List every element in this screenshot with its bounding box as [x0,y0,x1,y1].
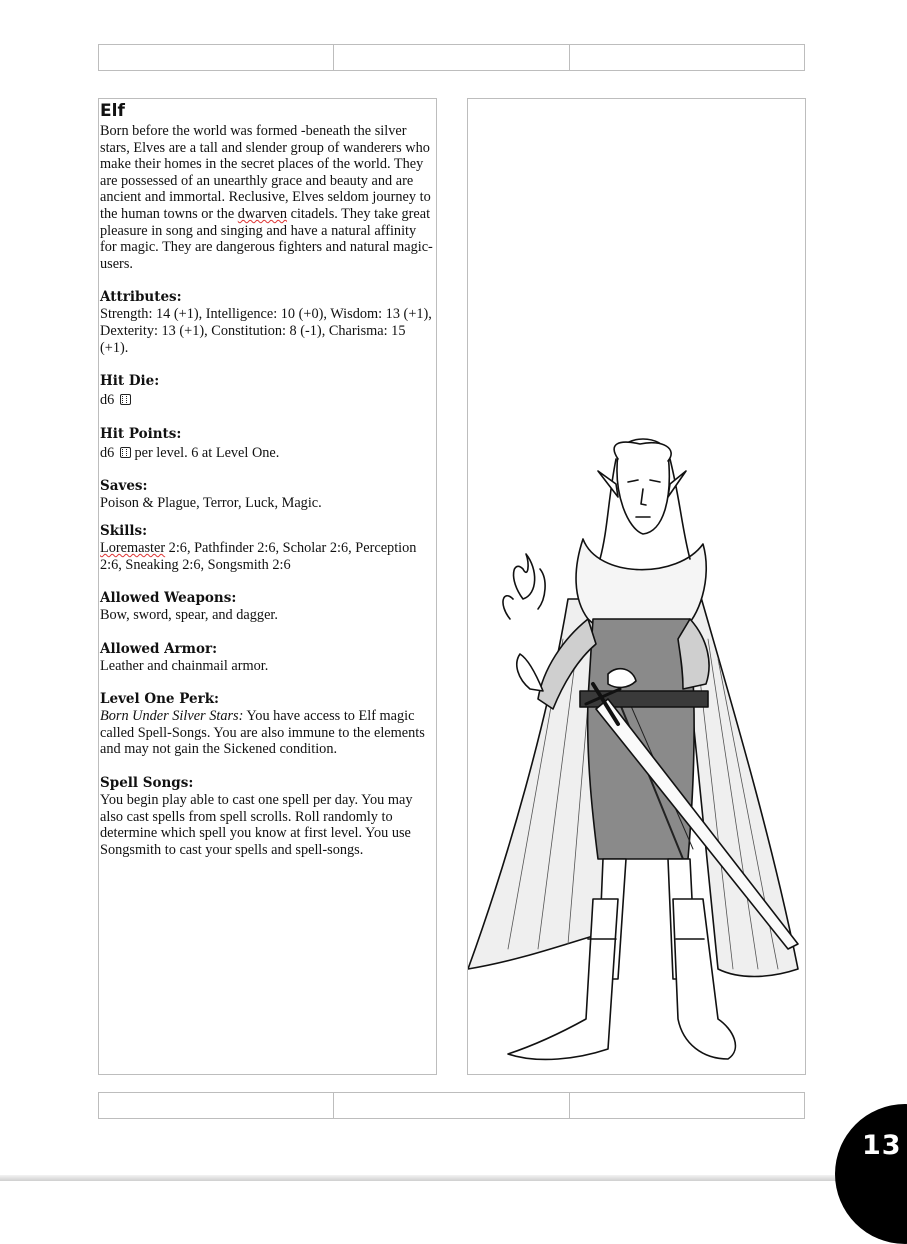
attributes-text: Strength: 14 (+1), Intelligence: 10 (+0), Wisdom: 13 (+1), Dexterity: 13 (+1), Constitution: 8 (-1), Charisma: 15 (+1). [100,306,432,356]
spellcheck-word: dwarven [237,205,288,222]
class-description: Born before the world was formed -beneath the silver stars, Elves are a tall and slender group of wanderers who make their homes in the secret places of the world. They are possessed of an unearthly grace and beauty and are ancient and immortal. Reclusive, Elves seldom journey to the human towns or the dwarven citadels. They take great pleasure in song and singing and have a natural affinity for magic. They are dangerous fighters and natural magic-users. [100,123,433,272]
saves-heading: Saves: [100,478,148,495]
allowed-weapons-heading: Allowed Weapons: [100,590,237,607]
hit-points-heading: Hit Points: [100,425,182,442]
spellcheck-word: Loremaster [100,539,166,556]
spell-songs-heading: Spell Songs: [100,775,194,792]
saves-text: Poison & Plague, Terror, Luck, Magic. [100,495,322,512]
hit-points-text: d6 per level. 6 at Level One. [100,444,280,461]
spell-songs-text: You begin play able to cast one spell per day. You may also cast spells from spell scrolls. Roll randomly to determine which spell you know at first level. You use Songsmith to cast your spells and spell-songs. [100,792,413,858]
page-number-tab [835,1104,907,1244]
elf-warrior-illustration [468,99,806,1075]
allowed-weapons-text: Bow, sword, spear, and dagger. [100,607,278,624]
allowed-armor-text: Leather and chainmail armor. [100,657,269,674]
footer-cell-right [570,1093,804,1118]
level-one-perk-text: Born Under Silver Stars: You have access to Elf magic called Spell-Songs. You are also immune to the elements and may not gain the Sickened condition. [100,708,425,758]
header-cell-right [570,45,804,70]
header-cell-center [334,45,569,70]
skills-heading: Skills: [100,522,148,539]
dice-icon [120,447,131,458]
dice-icon [120,394,131,405]
class-title: Elf [100,101,125,121]
header-table [98,44,805,71]
footer-table [98,1092,805,1119]
page-number: 13 [862,1130,902,1161]
level-one-perk-heading: Level One Perk: [100,691,220,708]
skills-text: Loremaster 2:6, Pathfinder 2:6, Scholar 2:6, Perception 2:6, Sneaking 2:6, Songsmith 2:6 [100,539,417,573]
attributes-heading: Attributes: [100,289,182,306]
hit-die-heading: Hit Die: [100,373,160,390]
illustration-frame [467,98,806,1075]
footer-cell-left [99,1093,334,1118]
hit-die-text: d6 [100,392,434,409]
perk-name: Born Under Silver Stars: [100,708,244,725]
footer-cell-center [334,1093,569,1118]
header-cell-left [99,45,334,70]
class-text-frame [98,98,437,1075]
page-bottom-edge [0,1175,907,1181]
allowed-armor-heading: Allowed Armor: [100,640,218,657]
